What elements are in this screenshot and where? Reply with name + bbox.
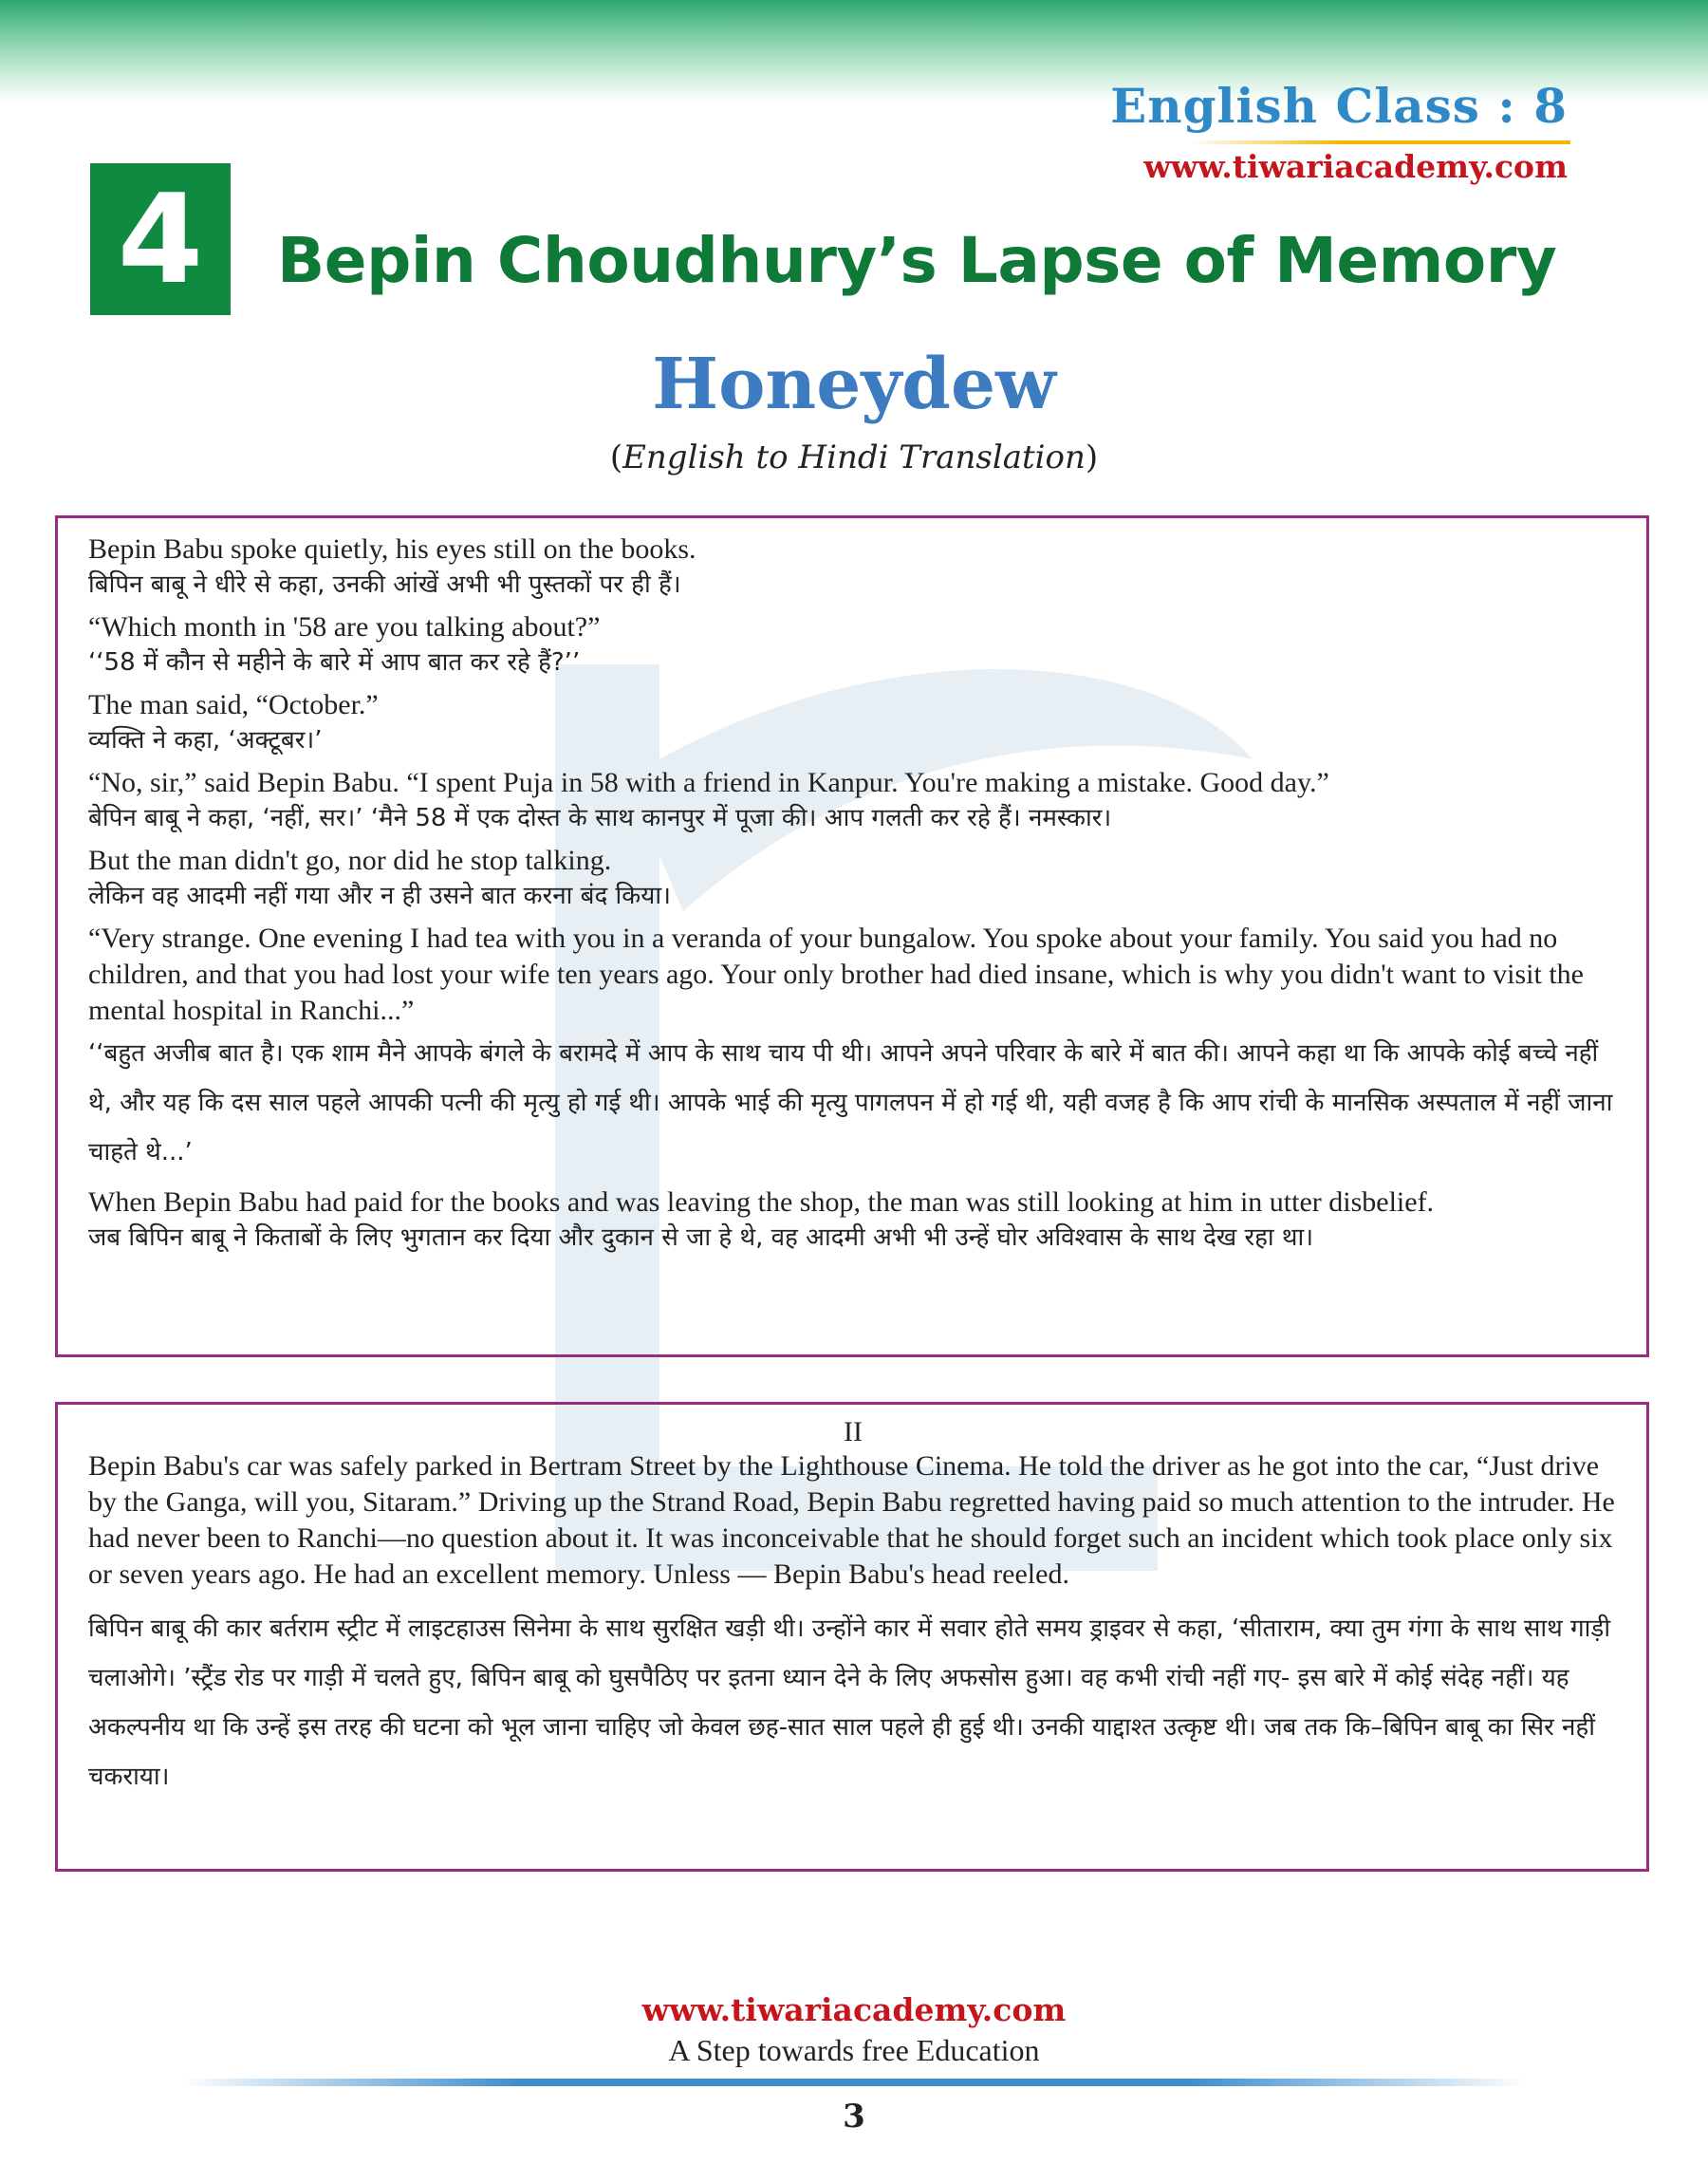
english-text: “No, sir,” said Bepin Babu. “I spent Puja in 58 with a friend in Kanpur. You're making a mistake. Good day.”: [88, 767, 1329, 798]
footer-tagline: A Step towards free Education: [668, 2033, 1040, 2067]
paragraph-pair: [88, 687, 1618, 757]
paragraph-pair: [88, 609, 1618, 680]
hindi-text: बेपिन बाबू ने कहा, ‘नहीं, सर।’ ‘मैने 58 में एक दोस्त के साथ कानपुर में पूजा की। आप गलती कर रहे हैं। नमस्कार।: [88, 804, 1112, 832]
class-label-underline: [1191, 140, 1570, 144]
english-text: Bepin Babu spoke quietly, his eyes still on the books.: [88, 533, 696, 565]
paragraph-pair: [88, 765, 1618, 835]
translation-panel-2: [55, 1402, 1649, 1872]
hindi-text: जब बिपिन बाबू ने किताबों के लिए भुगतान कर दिया और दुकान से जा हे थे, वह आदमी अभी भी उन्हें घोर अविश्वास के साथ देख रहा था।: [88, 1223, 1314, 1252]
section-heading: II: [844, 1416, 863, 1447]
chapter-title: Bepin Choudhury’s Lapse of Memory: [277, 224, 1557, 297]
english-text: “Very strange. One evening I had tea with you in a veranda of your bungalow. You spoke about your family. You said you had no children, and that you had lost your wife ten years ago. Your only brother had died insane, which is why you didn't want to visit the mental hospital in Ranchi...”: [88, 923, 1584, 1026]
subtitle: [0, 438, 1708, 476]
subtitle-open-paren: (: [609, 438, 623, 476]
header-website-link[interactable]: www.tiwariacademy.com: [1143, 148, 1568, 185]
hindi-text: व्यक्ति ने कहा, ‘अक्टूबर।’: [88, 726, 323, 755]
english-text: But the man didn't go, nor did he stop talking.: [88, 845, 612, 876]
page-number: 3: [843, 2098, 865, 2136]
hindi-text: बिपिन बाबू की कार बर्तराम स्ट्रीट में लाइटहाउस सिनेमा के साथ सुरक्षित खड़ी थी। उन्होंने कार में सवार होते समय ड्राइवर से कहा, ‘सीताराम, क्या तुम गंगा के साथ साथ गाड़ी चलाओगे। ’स्ट्रैंड रोड पर गाड़ी में चलते हुए, बिपिन बाबू को घुसपैठिए पर इतना ध्यान देने के लिए अफसोस हुआ। वह कभी रांची नहीं गए- इस बारे में कोई संदेह नहीं। यह अकल्पनीय था कि उन्हें इस तरह की घटना को भूल जाना चाहिए जो केवल छह-सात साल पहले ही हुई थी। उनकी याद्दाश्त उत्कृष्ट थी। जब तक कि–बिपिन बाबू का सिर नहीं चकराया।: [88, 1614, 1611, 1791]
english-text: “Which month in '58 are you talking about?”: [88, 611, 601, 643]
hindi-text: लेकिन वह आदमी नहीं गया और न ही उसने बात करना बंद किया।: [88, 882, 671, 910]
paragraph-pair: [88, 921, 1618, 1177]
hindi-text: बिपिन बाबू ने धीरे से कहा, उनकी आंखें अभी भी पुस्तकों पर ही हैं।: [88, 570, 681, 599]
subtitle-text: English to Hindi Translation: [622, 438, 1086, 476]
book-title: Honeydew: [652, 344, 1056, 425]
english-text: When Bepin Babu had paid for the books and was leaving the shop, the man was still looking at him in utter disbelief.: [88, 1186, 1435, 1218]
paragraph-pair: [88, 1185, 1618, 1255]
hindi-text: ‘‘58 में कौन से महीने के बारे में आप बात कर रहे हैं?’’: [88, 648, 581, 677]
subtitle-close-paren: ): [1085, 438, 1099, 476]
class-label: English Class : 8: [1110, 78, 1568, 134]
translation-panel-1: [55, 515, 1649, 1357]
hindi-text: ‘‘बहुत अजीब बात है। एक शाम मैने आपके बंगले के बरामदे में आप के साथ चाय पी थी। आपने अपने परिवार के बारे में बात की। आपने कहा था कि आपके कोई बच्चे नहीं थे, और यह कि दस साल पहले आपकी पत्नी की मृत्यु हो गई थी। आपके भाई की मृत्यु पागलपन में हो गई थी, यही वजह है कि आप रांची के मानसिक अस्पताल में नहीं जाना चाहते थे...’: [88, 1039, 1613, 1166]
english-text: The man said, “October.”: [88, 689, 379, 720]
paragraph-pair: [88, 532, 1618, 602]
english-text: Bepin Babu's car was safely parked in Bertram Street by the Lighthouse Cinema. He told the driver as he got into the car, “Just drive by the Ganga, will you, Sitaram.” Driving up the Strand Road, Bepin Babu regretted having paid so much attention to the intruder. He had never been to Ranchi—no question about it. It was inconceivable that he should forget such an incident which took place only six or seven years ago. He had an excellent memory. Unless — Bepin Babu's head reeled.: [88, 1450, 1615, 1590]
footer-divider: [180, 2079, 1528, 2086]
paragraph-pair: [88, 843, 1618, 913]
footer-website-link[interactable]: www.tiwariacademy.com: [641, 1991, 1067, 2028]
chapter-number-badge: 4: [90, 163, 231, 315]
